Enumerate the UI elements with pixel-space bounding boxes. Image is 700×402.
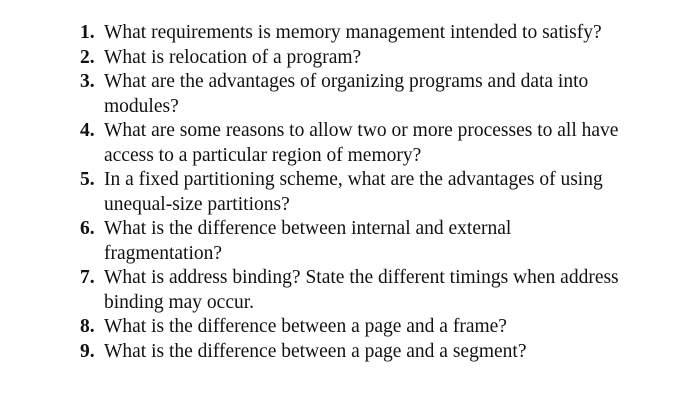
question-number: 2.: [80, 46, 95, 68]
question-text: What is the difference between a page and a frame?: [104, 316, 507, 337]
question-item-1: [80, 21, 620, 46]
question-number: 9.: [80, 340, 95, 362]
question-item-9: [80, 340, 620, 365]
question-text: In a fixed partitioning scheme, what are the advantages of using unequal-size partitions?: [104, 169, 603, 215]
question-item-7: [80, 266, 620, 315]
question-text: What is relocation of a program?: [104, 46, 362, 68]
question-text: What is the difference between internal and external fragmentation?: [104, 218, 512, 264]
question-number: 8.: [80, 316, 95, 337]
question-number: 1.: [80, 22, 95, 43]
question-item-5: [80, 168, 620, 217]
question-text: What is the difference between a page and a segment?: [104, 340, 527, 362]
question-item-8: [80, 315, 620, 340]
question-list: [80, 21, 620, 364]
question-text: What are some reasons to allow two or more processes to all have access to a particular region of memory?: [104, 120, 619, 166]
question-number: 4.: [80, 120, 95, 141]
question-number: 6.: [80, 218, 95, 239]
question-text: What are the advantages of organizing programs and data into modules?: [104, 71, 589, 117]
question-text: What is address binding? State the different timings when address binding may occur.: [104, 267, 619, 313]
question-item-3: [80, 70, 620, 119]
question-item-4: [80, 119, 620, 168]
question-number: 7.: [80, 267, 95, 288]
question-item-6: [80, 217, 620, 266]
question-number: 3.: [80, 71, 95, 92]
question-text: What requirements is memory management intended to satisfy?: [104, 22, 602, 43]
question-number: 5.: [80, 169, 95, 190]
question-item-2: [80, 46, 620, 71]
